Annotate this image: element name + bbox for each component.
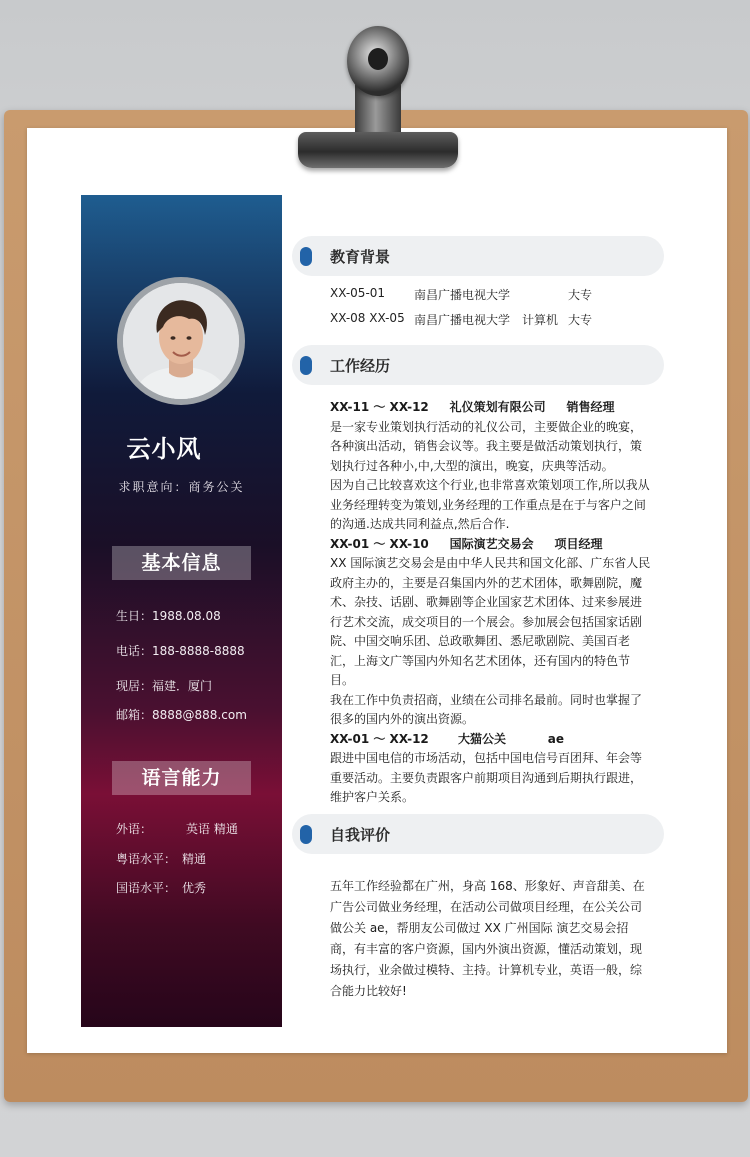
education-major: 计算机 (522, 313, 559, 327)
birthday-line: 生日：1988.08.08 (116, 609, 221, 623)
work-section-header (292, 345, 664, 385)
avatar (123, 283, 239, 399)
email-line: 邮箱：8888@888.com (116, 708, 247, 722)
section-marker-icon (300, 356, 312, 375)
basic-info-heading: 基本信息 (112, 546, 251, 580)
language-value: 精通 (182, 852, 207, 866)
binder-clip-hole (368, 48, 388, 70)
section-marker-icon (300, 247, 312, 266)
resume-sidebar (81, 195, 282, 1027)
education-school: 南昌广播电视大学 (414, 313, 511, 327)
education-school: 南昌广播电视大学 (414, 288, 511, 302)
work-heading: 工作经历 (330, 357, 391, 375)
language-value: 优秀 (182, 881, 207, 895)
avatar-person-icon (123, 283, 239, 399)
education-degree: 大专 (568, 288, 593, 302)
job-description: 是一家专业策划执行活动的礼仪公司，主要做企业的晚宴，各种演出活动，销售会议等。我主要是做活动策划执行，策划执行过各种小,中,大型的演出，晚宴，庆典等活动。 (330, 419, 643, 473)
education-heading: 教育背景 (330, 248, 391, 266)
language-label: 国语水平： (116, 881, 177, 895)
job-header: XX-01 ～ XX-12 大猫公关 ae (330, 731, 565, 746)
self-eval-section-header (292, 814, 664, 854)
language-value: 英语 精通 (186, 822, 238, 836)
language-mandarin (116, 879, 206, 896)
job-header: XX-01 ～ XX-10 国际演艺交易会 项目经理 (330, 536, 603, 551)
education-section-header (292, 236, 664, 276)
language-label: 外语： (116, 822, 153, 836)
self-eval-text (330, 876, 652, 1002)
section-marker-icon (300, 825, 312, 844)
job-header: XX-11 ～ XX-12 礼仪策划有限公司 销售经理 (330, 400, 615, 414)
candidate-name: 云小风 (126, 435, 202, 463)
self-eval-paragraph: 五年工作经验都在广州，身高 168、形象好、声音甜美、在广告公司做业务经理，在活动公司做项目经理，在公关公司做公关 ae，帮朋友公司做过 XX 广州国际 演艺交易会招商，有丰富的客户资源，国内外演出资源，懂活动策划，现场执行，业余做过模特、主持。计算机专业，英语一般，综合能力比较好! (330, 879, 645, 998)
job-description: 我在工作中负责招商，业绩在公司排名最前。同时也掌握了很多的国内外的演出资源。 (330, 692, 643, 726)
self-eval-heading: 自我评价 (330, 826, 391, 844)
language-heading: 语言能力 (112, 761, 251, 795)
job-description: 跟进中国电信的市场活动，包括中国电信号百团拜、年会等重要活动。主要负责跟客户前期项目沟通到后期执行跟进，维护客户关系。 (330, 751, 643, 804)
education-date: XX-08 XX-05 (330, 311, 405, 325)
job-intent: 求职意向：商务公关 (118, 480, 245, 494)
language-foreign (116, 820, 238, 837)
language-label: 粤语水平： (116, 852, 177, 866)
job-description: XX 国际演艺交易会是由中华人民共和国文化部、广东省人民政府主办的，主要是召集国内外的艺术团体，歌舞剧院，魔术、杂技、话剧、歌舞剧等企业国家艺术团体、过来参展进行艺术交流，成交项目的一个展会。参加展会包括国家话剧院、中国交响乐团、总政歌舞团、悉尼歌剧院、美国百老汇，上海文广等国内外知名艺术团体，还有国内的特色节目。 (330, 556, 651, 687)
education-date: XX-05-01 (330, 286, 386, 300)
phone-line: 电话：188-8888-8888 (116, 644, 245, 658)
binder-clip-icon (298, 132, 458, 168)
work-experience-list (330, 398, 652, 808)
language-cantonese (116, 850, 206, 867)
job-description: 因为自己比较喜欢这个行业,也非常喜欢策划项工作,所以我从业务经理转变为策划,业务经理的工作重点是在于与客户之间的沟通.达成共同利益点,然后合作. (330, 478, 650, 531)
residence-line: 现居：福建．厦门 (116, 679, 213, 693)
education-degree: 大专 (568, 313, 593, 327)
avatar-frame (117, 277, 245, 405)
